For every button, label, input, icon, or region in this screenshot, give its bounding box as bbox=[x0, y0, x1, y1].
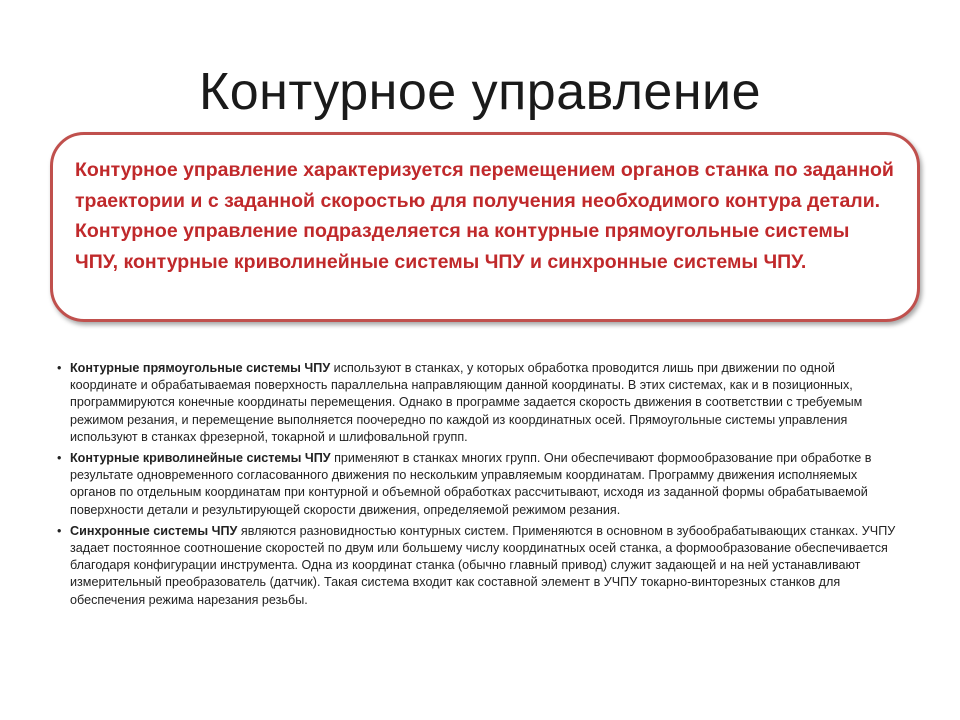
definition-callout bbox=[50, 132, 920, 322]
bullet-dot-icon: • bbox=[57, 523, 62, 538]
bullet-item-synchronous bbox=[54, 523, 904, 609]
bullet-list bbox=[54, 360, 904, 613]
bullet-term: Синхронные системы ЧПУ bbox=[70, 523, 238, 538]
bullet-text: применяют в станках многих групп. Они обеспечивают формообразование при обработке в результате одновременного согласованного движения по нескольким управляемым координатам. Программу движения исполняемых органов по отдельным координатам при контурной и объемной обработках рассчитывают, исходя из заданной формы обрабатываемой поверхности детали и результирующей скорости движения, определяемой режимом резания. bbox=[70, 451, 872, 517]
bullet-dot-icon: • bbox=[57, 451, 62, 466]
callout-text: Контурное управление характеризуется перемещением органов станка по заданной траектории и с заданной скоростью для получения необходимого контура детали. Контурное управление подразделяется на контурные прямоугольные системы ЧПУ, контурные криволинейные системы ЧПУ и синхронные системы ЧПУ. bbox=[75, 159, 894, 273]
bullet-text: используют в станках, у которых обработка проводится лишь при движении по одной координате и обрабатываемая поверхность параллельна направляющим данной координаты. В этих системах, как и в позиционных, программируются конечные координаты перемещения. Однако в программе задается скорость движения в соответствии с требуемым режимом резания, и перемещение выполняется поочередно по каждой из координатных осей. Прямоугольные системы управления используют в станках фрезерной, токарной и шлифовальной групп. bbox=[70, 361, 863, 444]
bullet-item-rectangular bbox=[54, 360, 904, 446]
bullet-dot-icon: • bbox=[57, 361, 62, 375]
bullet-item-curvilinear bbox=[54, 450, 904, 519]
bullet-term: Контурные криволинейные системы ЧПУ bbox=[70, 451, 331, 466]
slide-title: Контурное управление bbox=[198, 63, 762, 121]
bullet-text: являются разновидностью контурных систем. Применяются в основном в зубообрабатывающих станках. УЧПУ задает постоянное соотношение скоростей по двум или большему числу координатных осей станка, а формообразование обеспечивается благодаря конфигурации инструмента. Одна из координат станка (обычно главный привод) служит задающей и на ней устанавливают измерительный преобразователь (датчик). Такая система входит как составной элемент в УЧПУ токарно-винторезных станков для обеспечения режима нарезания резьбы. bbox=[70, 523, 896, 607]
bullet-term: Контурные прямоугольные системы ЧПУ bbox=[70, 361, 331, 375]
